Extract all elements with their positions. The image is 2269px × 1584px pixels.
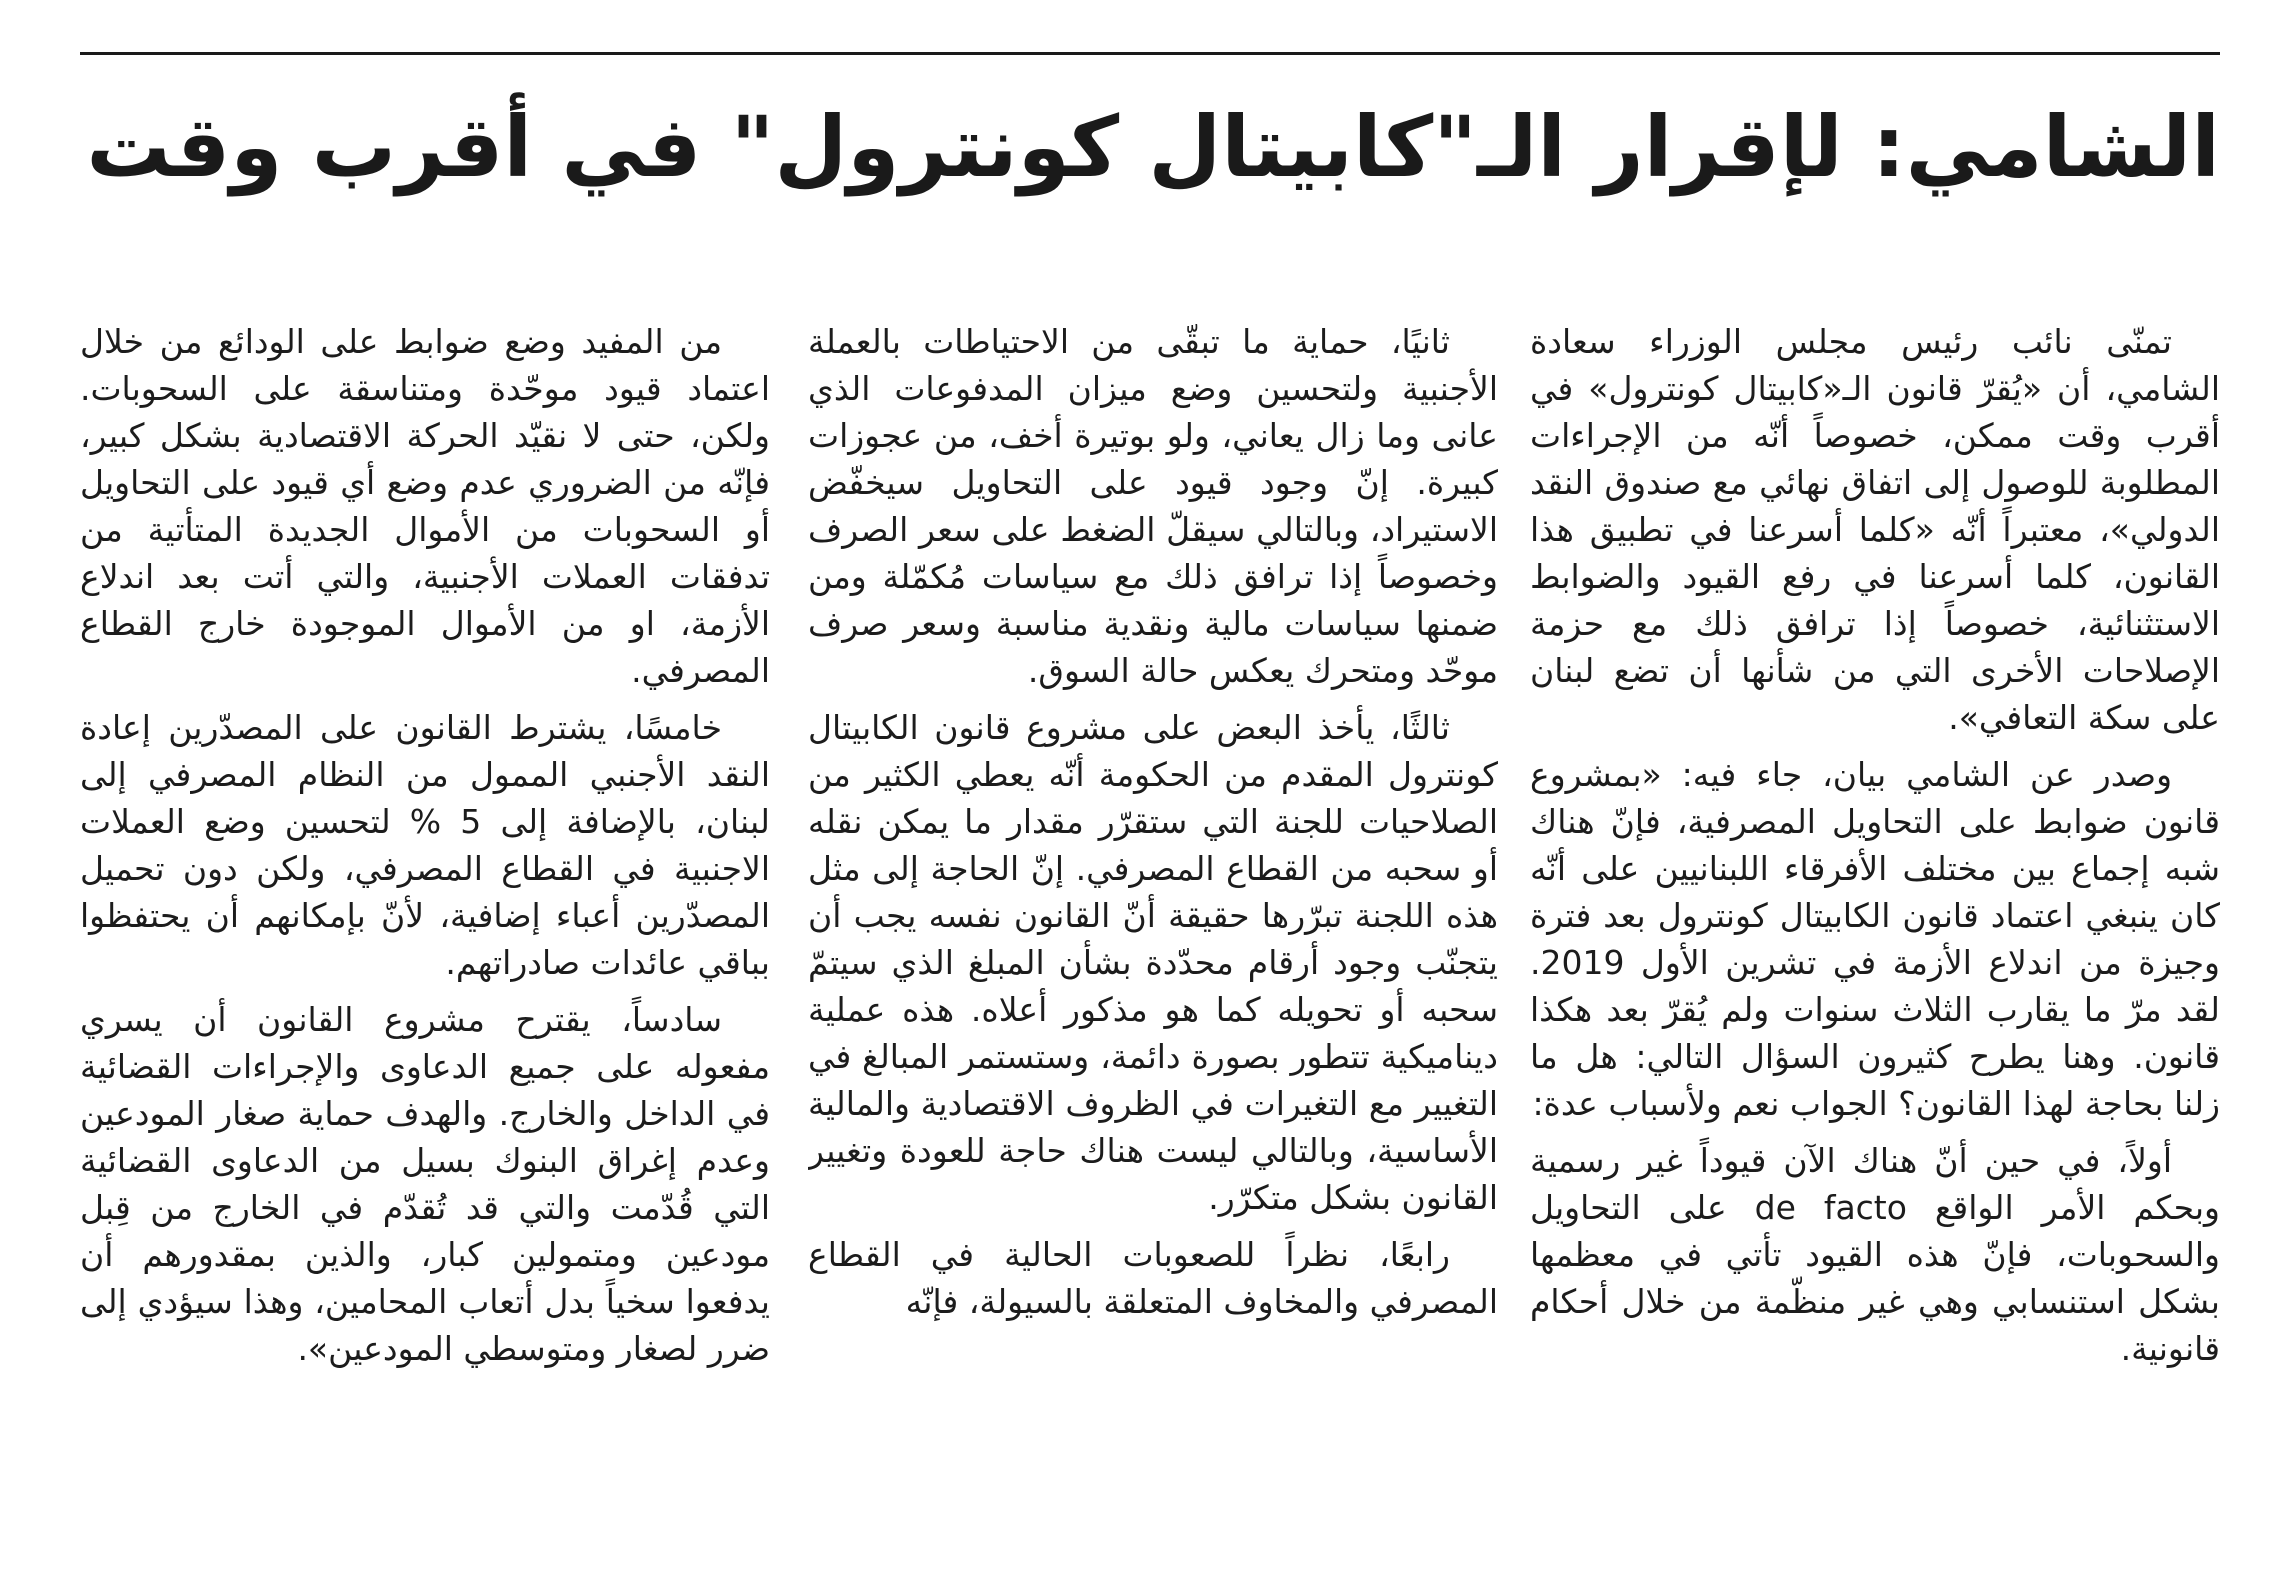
paragraph: سادساً، يقترح مشروع القانون أن يسري مفعوله على جميع الدعاوى والإجراءات القضائية في الداخل والخارج. والهدف حماية صغار المودعين وعدم إغراق البنوك بسيل من الدعاوى القضائية التي قُدّمت والتي قد تُقدّم في الخارج من قِبل مودعين ومتمولين كبار، والذين بمقدورهم أن يدفعوا سخياً بدل أتعاب المحامين، وهذا سيؤدي إلى ضرر لصغار ومتوسطي المودعين». <box>80 1000 770 1368</box>
paragraph: ثالثًا، يأخذ البعض على مشروع قانون الكابيتال كونترول المقدم من الحكومة أنّه يعطي الكثير من الصلاحيات للجنة التي ستقرّر مقدار ما يمكن نقله أو سحبه من القطاع المصرفي. إنّ الحاجة إلى مثل هذه اللجنة تبرّرها حقيقة أنّ القانون نفسه يجب أن يتجنّب وجود أرقام محدّدة بشأن المبلغ الذي سيتمّ سحبه أو تحويله كما هو مذكور أعلاه. هذه عملية ديناميكية تتطور بصورة دائمة، وستستمر المبالغ في التغيير مع التغيرات في الظروف الاقتصادية والمالية الأساسية، وبالتالي ليست هناك حاجة للعودة وتغيير القانون بشكل متكرّر. <box>808 708 1498 1217</box>
article-column-left <box>80 318 770 1548</box>
paragraph: تمنّى نائب رئيس مجلس الوزراء سعادة الشامي، أن «يُقرّ قانون الـ«كابيتال كونترول» في أقرب وقت ممكن، خصوصاً أنّه من الإجراءات المطلوبة للوصول إلى اتفاق نهائي مع صندوق النقد الدولي»، معتبراً أنّه «كلما أسرعنا في تطبيق هذا القانون، كلما أسرعنا في رفع القيود والضوابط الاستثنائية، خصوصاً إذا ترافق ذلك مع حزمة الإصلاحات الأخرى التي من شأنها أن تضع لبنان على سكة التعافي». <box>1530 322 2220 737</box>
article-column-middle <box>808 318 1498 1548</box>
paragraph: ثانيًا، حماية ما تبقّى من الاحتياطات بالعملة الأجنبية ولتحسين وضع ميزان المدفوعات الذي عانى وما زال يعاني، ولو بوتيرة أخف، من عجوزات كبيرة. إنّ وجود قيود على التحاويل سيخفّض الاستيراد، وبالتالي سيقلّ الضغط على سعر الصرف وخصوصاً إذا ترافق ذلك مع سياسات مُكمّلة ومن ضمنها سياسات مالية ونقدية مناسبة وسعر صرف موحّد ومتحرك يعكس حالة السوق. <box>808 322 1498 690</box>
paragraph: وصدر عن الشامي بيان، جاء فيه: «بمشروع قانون ضوابط على التحاويل المصرفية، فإنّ هناك شبه إجماع بين مختلف الأفرقاء اللبنانيين على أنّه كان ينبغي اعتماد قانون الكابيتال كونترول بعد فترة وجيزة من اندلاع الأزمة في تشرين الأول 2019. لقد مرّ ما يقارب الثلاث سنوات ولم يُقرّ بعد هكذا قانون. وهنا يطرح كثيرون السؤال التالي: هل ما زلنا بحاجة لهذا القانون؟ الجواب نعم ولأسباب عدة: <box>1530 755 2220 1123</box>
headline: الشامي: لإقرار الـ"كابيتال كونترول" في أقرب وقت <box>86 98 2220 196</box>
paragraph: رابعًا، نظراً للصعوبات الحالية في القطاع المصرفي والمخاوف المتعلقة بالسيولة، فإنّه <box>808 1235 1498 1321</box>
paragraph: من المفيد وضع ضوابط على الودائع من خلال اعتماد قيود موحّدة ومتناسقة على السحوبات. ولكن، حتى لا نقيّد الحركة الاقتصادية بشكل كبير، فإنّه من الضروري عدم وضع أي قيود على التحاويل أو السحوبات من الأموال الجديدة المتأتية من تدفقات العملات الأجنبية، والتي أتت بعد اندلاع الأزمة، او من الأموال الموجودة خارج القطاع المصرفي. <box>80 322 770 690</box>
paragraph: أولاً، في حين أنّ هناك الآن قيوداً غير رسمية وبحكم الأمر الواقع de facto على التحاويل والسحوبات، فإنّ هذه القيود تأتي في معظمها بشكل استنسابي وهي غير منظّمة من خلال أحكام قانونية. <box>1530 1141 2220 1368</box>
paragraph: خامسًا، يشترط القانون على المصدّرين إعادة النقد الأجنبي الممول من النظام المصرفي إلى لبنان، بالإضافة إلى 5 % لتحسين وضع العملات الاجنبية في القطاع المصرفي، ولكن دون تحميل المصدّرين أعباء إضافية، لأنّ بإمكانهم أن يحتفظوا بباقي عائدات صادراتهم. <box>80 708 770 982</box>
article-column-right <box>1530 318 2220 1548</box>
top-rule <box>80 52 2220 55</box>
